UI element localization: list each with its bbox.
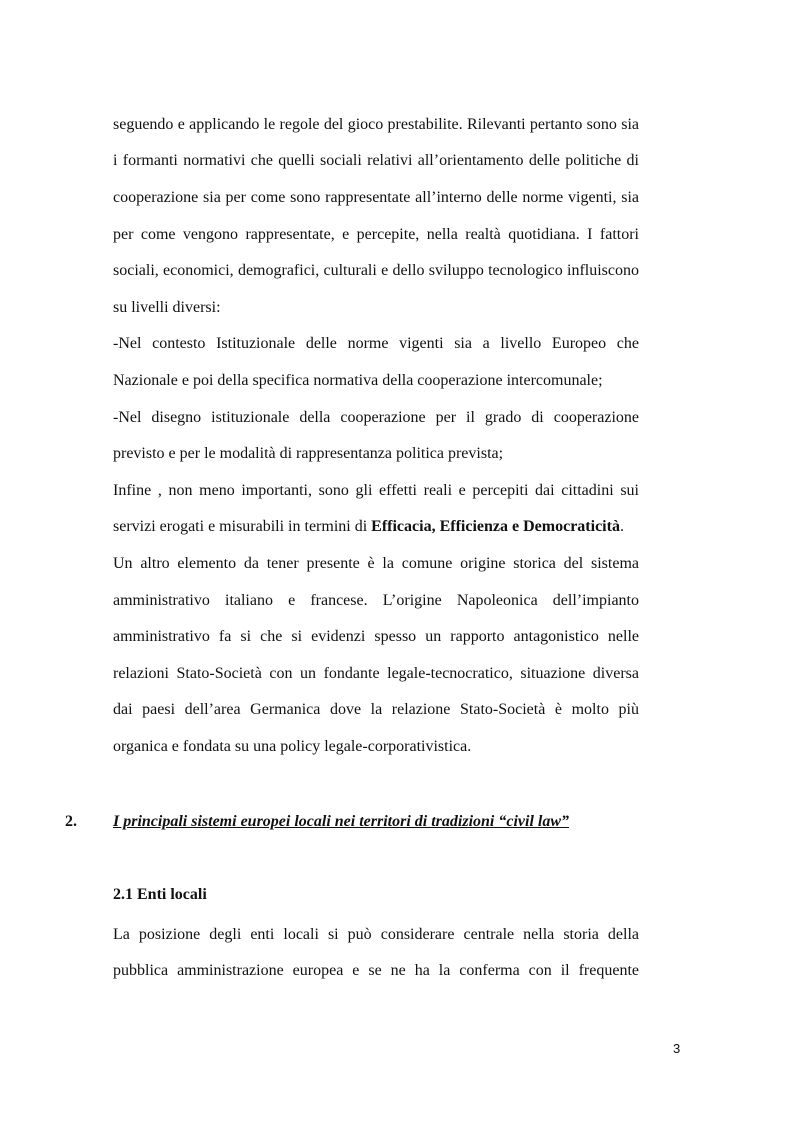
list-item-line: -Nel disegno istituzionale della cooperazione per il grado di cooperazione (113, 409, 639, 426)
body-text-line: amministrativo italiano e francese. L’origine Napoleonica dell’impianto (113, 592, 639, 609)
body-text-line: pubblica amministrazione europea e se ne ha la conferma con il frequente (113, 962, 639, 979)
emphasis-text: Efficacia, Efficienza e Democraticità (371, 518, 620, 535)
body-text-line (113, 517, 639, 537)
section-title: I principali sistemi europei locali nei territori di tradizioni “civil law” (113, 813, 570, 830)
page-number: 3 (673, 1041, 681, 1056)
body-text-line: i formanti normativi che quelli sociali relativi all’orientamento delle politiche di (113, 152, 639, 169)
body-text-line: su livelli diversi: (113, 299, 221, 316)
body-text-line: Infine , non meno importanti, sono gli effetti reali e percepiti dai cittadini sui (113, 482, 639, 499)
list-item-line: previsto e per le modalità di rappresentanza politica prevista; (113, 445, 504, 462)
body-text-line: amministrativo fa si che si evidenzi spesso un rapporto antagonistico nelle (113, 628, 639, 645)
body-text-line: Un altro elemento da tener presente è la comune origine storica del sistema (113, 555, 639, 572)
body-text-line: relazioni Stato-Società con un fondante legale-tecnocratico, situazione diversa (113, 665, 639, 682)
body-text-line: sociali, economici, demografici, culturali e dello sviluppo tecnologico influiscono (113, 262, 639, 279)
body-text-line: organica e fondata su una policy legale-corporativistica. (113, 738, 472, 755)
text-run: . (619, 518, 624, 535)
list-item-line: -Nel contesto Istituzionale delle norme vigenti sia a livello Europeo che (113, 335, 639, 352)
section-number: 2. (65, 813, 77, 830)
body-text-line: seguendo e applicando le regole del gioco prestabilite. Rilevanti pertanto sono sia (113, 116, 639, 133)
text-run: servizi erogati e misurabili in termini di (113, 518, 372, 535)
subsection-title: 2.1 Enti locali (113, 886, 207, 903)
list-item-line: Nazionale e poi della specifica normativa della cooperazione intercomunale; (113, 372, 603, 389)
body-text-line: La posizione degli enti locali si può considerare centrale nella storia della (113, 926, 639, 943)
body-text-line: cooperazione sia per come sono rappresentate all’interno delle norme vigenti, sia (113, 189, 639, 206)
body-text-line: per come vengono rappresentate, e percepite, nella realtà quotidiana. I fattori (113, 226, 639, 243)
body-text-line: dai paesi dell’area Germanica dove la relazione Stato-Società è molto più (113, 701, 639, 718)
